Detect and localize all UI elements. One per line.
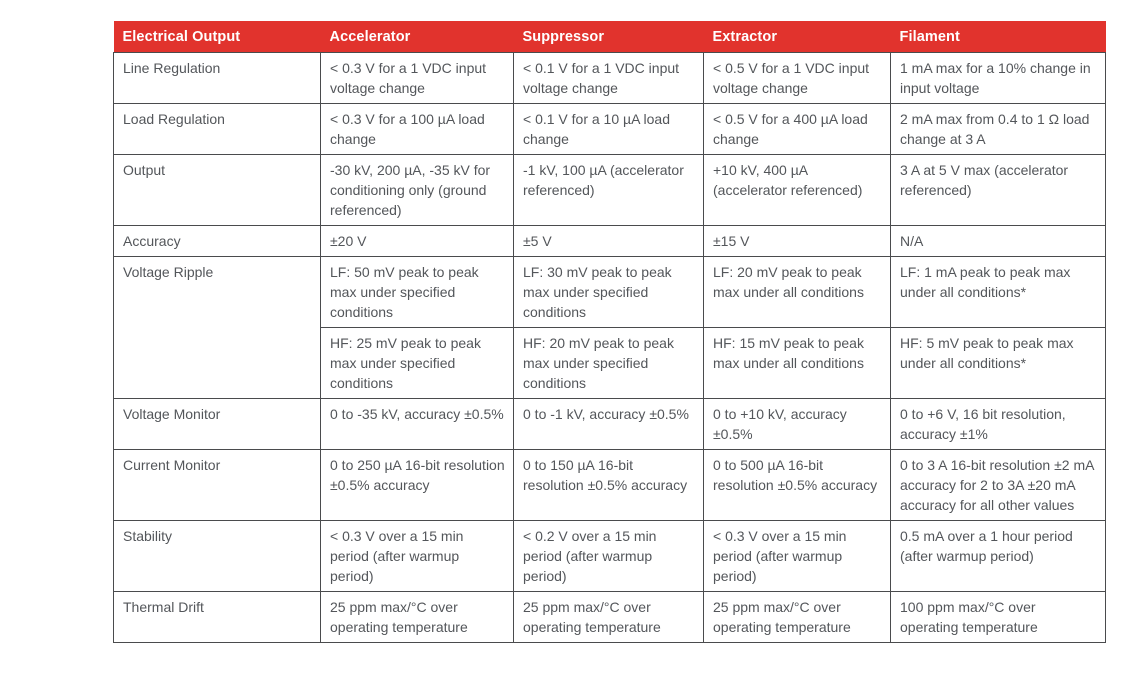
- row-label: Output: [114, 155, 321, 226]
- column-header-suppressor: Suppressor: [514, 21, 704, 53]
- row-label: Load Regulation: [114, 104, 321, 155]
- spec-cell: LF: 1 mA peak to peak max under all conditions*: [891, 257, 1106, 328]
- spec-cell: < 0.2 V over a 15 min period (after warmup period): [514, 521, 704, 592]
- spec-cell: < 0.5 V for a 400 µA load change: [704, 104, 891, 155]
- spec-cell: HF: 25 mV peak to peak max under specified conditions: [321, 328, 514, 399]
- spec-cell: 3 A at 5 V max (accelerator referenced): [891, 155, 1106, 226]
- column-header-accelerator: Accelerator: [321, 21, 514, 53]
- spec-cell: 0 to +10 kV, accuracy ±0.5%: [704, 399, 891, 450]
- spec-cell: < 0.3 V for a 1 VDC input voltage change: [321, 53, 514, 104]
- spec-cell: 0 to 3 A 16-bit resolution ±2 mA accuracy for 2 to 3A ±20 mA accuracy for all other values: [891, 450, 1106, 521]
- table-row: [114, 226, 1106, 257]
- spec-cell: HF: 5 mV peak to peak max under all conditions*: [891, 328, 1106, 399]
- table-row: [114, 53, 1106, 104]
- spec-cell: < 0.1 V for a 10 µA load change: [514, 104, 704, 155]
- row-label: Current Monitor: [114, 450, 321, 521]
- spec-cell: 100 ppm max/°C over operating temperature: [891, 592, 1106, 643]
- spec-cell: LF: 50 mV peak to peak max under specified conditions: [321, 257, 514, 328]
- spec-cell: < 0.1 V for a 1 VDC input voltage change: [514, 53, 704, 104]
- row-label: Thermal Drift: [114, 592, 321, 643]
- spec-cell: 1 mA max for a 10% change in input voltage: [891, 53, 1106, 104]
- column-header-filament: Filament: [891, 21, 1106, 53]
- column-header-extractor: Extractor: [704, 21, 891, 53]
- table-row: [114, 257, 1106, 328]
- spec-cell: HF: 15 mV peak to peak max under all conditions: [704, 328, 891, 399]
- spec-cell: ±20 V: [321, 226, 514, 257]
- spec-cell: ±15 V: [704, 226, 891, 257]
- spec-cell: LF: 30 mV peak to peak max under specified conditions: [514, 257, 704, 328]
- spec-cell: 0 to 500 µA 16-bit resolution ±0.5% accuracy: [704, 450, 891, 521]
- table-row: [114, 450, 1106, 521]
- spec-cell: ±5 V: [514, 226, 704, 257]
- spec-cell: N/A: [891, 226, 1106, 257]
- electrical-output-spec-table: [113, 21, 1106, 643]
- spec-cell: < 0.3 V for a 100 µA load change: [321, 104, 514, 155]
- spec-cell: 25 ppm max/°C over operating temperature: [514, 592, 704, 643]
- spec-cell: -30 kV, 200 µA, -35 kV for conditioning only (ground referenced): [321, 155, 514, 226]
- spec-cell: 0 to -1 kV, accuracy ±0.5%: [514, 399, 704, 450]
- row-label: Line Regulation: [114, 53, 321, 104]
- spec-cell: < 0.3 V over a 15 min period (after warmup period): [321, 521, 514, 592]
- row-label: Voltage Monitor: [114, 399, 321, 450]
- row-label: Accuracy: [114, 226, 321, 257]
- spec-cell: 0.5 mA over a 1 hour period (after warmup period): [891, 521, 1106, 592]
- spec-cell: 25 ppm max/°C over operating temperature: [704, 592, 891, 643]
- column-header-electrical-output: Electrical Output: [114, 21, 321, 53]
- spec-cell: 0 to -35 kV, accuracy ±0.5%: [321, 399, 514, 450]
- spec-cell: 0 to 150 µA 16-bit resolution ±0.5% accuracy: [514, 450, 704, 521]
- header-row: [114, 21, 1106, 53]
- table-row: [114, 104, 1106, 155]
- spec-cell: < 0.3 V over a 15 min period (after warmup period): [704, 521, 891, 592]
- spec-cell: < 0.5 V for a 1 VDC input voltage change: [704, 53, 891, 104]
- table-row: [114, 521, 1106, 592]
- table-row: [114, 399, 1106, 450]
- spec-cell: 25 ppm max/°C over operating temperature: [321, 592, 514, 643]
- spec-cell: HF: 20 mV peak to peak max under specified conditions: [514, 328, 704, 399]
- spec-cell: +10 kV, 400 µA (accelerator referenced): [704, 155, 891, 226]
- spec-cell: LF: 20 mV peak to peak max under all conditions: [704, 257, 891, 328]
- spec-cell: 0 to +6 V, 16 bit resolution, accuracy ±1%: [891, 399, 1106, 450]
- spec-cell: 2 mA max from 0.4 to 1 Ω load change at 3 A: [891, 104, 1106, 155]
- row-label: Voltage Ripple: [114, 257, 321, 399]
- spec-table-container: [113, 21, 1105, 643]
- row-label: Stability: [114, 521, 321, 592]
- spec-cell: -1 kV, 100 µA (accelerator referenced): [514, 155, 704, 226]
- table-row: [114, 592, 1106, 643]
- spec-cell: 0 to 250 µA 16-bit resolution ±0.5% accuracy: [321, 450, 514, 521]
- table-row: [114, 155, 1106, 226]
